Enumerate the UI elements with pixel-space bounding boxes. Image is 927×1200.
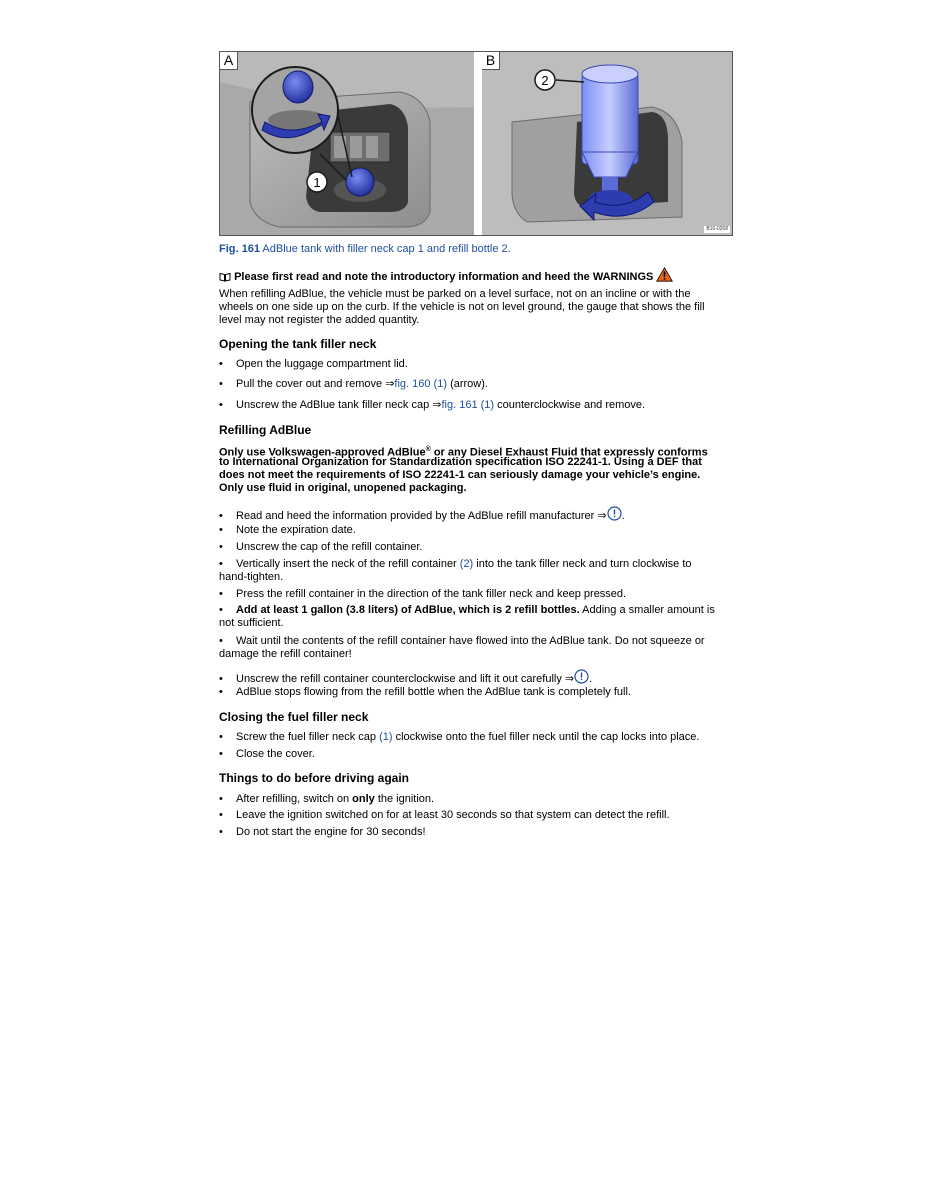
figure-caption-text: AdBlue tank with filler neck cap 1 and refill bottle 2. (259, 243, 511, 255)
list-item: • AdBlue stops flowing from the refill bottle when the AdBlue tank is completely full. (219, 686, 631, 698)
list-item: • Press the refill container in the direction of the tank filler neck and keep pressed. (219, 588, 627, 600)
caution-circle-icon[interactable] (607, 506, 622, 521)
def-warning-line-2: to International Organization for Standardization specification ISO 22241-1. Using a DEF that (219, 456, 702, 468)
list-item: • Vertically insert the neck of the refill container (2) into the tank filler neck and turn clockwise to (219, 558, 692, 570)
list-item-continuation: hand-tighten. (219, 571, 284, 583)
list-item: • Pull the cover out and remove ⇒fig. 160 (1) (arrow). (219, 378, 488, 390)
list-item: • Unscrew the AdBlue tank filler neck cap ⇒fig. 161 (1) counterclockwise and remove. (219, 399, 646, 411)
book-icon (219, 272, 231, 282)
list-item: • Open the luggage compartment lid. (219, 358, 408, 370)
figure-panel-b (482, 52, 732, 235)
panel-a-illustration (220, 52, 474, 235)
list-item: • Wait until the contents of the refill container have flowed into the AdBlue tank. Do not squeeze or (219, 635, 705, 647)
callout-2-label: 2 (541, 73, 549, 88)
intro-line-2: wheels on one side up on the curb. If the vehicle is not on level ground, the gauge that shows the fill (219, 301, 705, 313)
list-item: • Note the expiration date. (219, 524, 356, 536)
list-item-continuation: damage the refill container! (219, 648, 352, 660)
list-item: • Add at least 1 gallon (3.8 liters) of AdBlue, which is 2 refill bottles. Adding a smaller amount is (219, 604, 715, 616)
figure-161 (219, 51, 733, 236)
panel-b-letter: B (482, 52, 500, 70)
list-item: • Read and heed the information provided by the AdBlue refill manufacturer ⇒ . (219, 506, 733, 523)
link-callout-2[interactable]: (2) (459, 558, 474, 570)
def-warning-line-1: Only use Volkswagen-approved AdBlue® or any Diesel Exhaust Fluid that expressly conforms (219, 446, 708, 459)
heading-refilling: Refilling AdBlue (219, 423, 312, 437)
figure-caption (219, 243, 733, 256)
heading-opening: Opening the tank filler neck (219, 337, 377, 351)
intro-line-3: level may not register the added quantity. (219, 314, 420, 326)
warning-triangle-icon (656, 267, 673, 282)
intro-line-1: When refilling AdBlue, the vehicle must be parked on a level surface, not on an incline or with the (219, 288, 691, 300)
caution-circle-icon[interactable] (574, 669, 589, 684)
list-item: • Screw the fuel filler neck cap (1) clockwise onto the fuel filler neck until the cap locks into place. (219, 731, 700, 743)
link-fig-161[interactable]: fig. 161 (1) (441, 399, 495, 411)
read-notice-text: Please first read and note the introductory information and heed the WARNINGS (234, 271, 654, 283)
list-item-continuation: not sufficient. (219, 617, 284, 629)
link-callout-1[interactable]: (1) (379, 731, 393, 743)
list-item: • Unscrew the cap of the refill container. (219, 541, 423, 553)
figure-panel-a (220, 52, 474, 235)
panel-divider (474, 52, 482, 235)
panel-b-illustration (482, 52, 732, 235)
panel-a-letter: A (220, 52, 238, 70)
figure-caption-label: Fig. 161 (219, 243, 260, 255)
list-item: • After refilling, switch on only the ignition. (219, 793, 435, 805)
link-fig-160[interactable]: fig. 160 (1) (394, 378, 448, 390)
heading-closing: Closing the fuel filler neck (219, 710, 369, 724)
list-item: • Leave the ignition switched on for at least 30 seconds so that system can detect the refill. (219, 809, 670, 821)
heading-driving: Things to do before driving again (219, 771, 410, 785)
def-warning-line-3: does not meet the requirements of ISO 22241-1 can seriously damage your vehicle’s engine. (219, 469, 701, 481)
list-item: • Close the cover. (219, 748, 315, 760)
list-item: • Unscrew the refill container counterclockwise and lift it out carefully ⇒ . (219, 669, 733, 686)
callout-1-label: 1 (313, 175, 321, 190)
read-notice (219, 267, 733, 284)
def-warning-line-4: Only use fluid in original, unopened packaging. (219, 482, 467, 494)
figure-code: B16-0268 (706, 226, 728, 232)
list-item: • Do not start the engine for 30 seconds! (219, 826, 426, 838)
